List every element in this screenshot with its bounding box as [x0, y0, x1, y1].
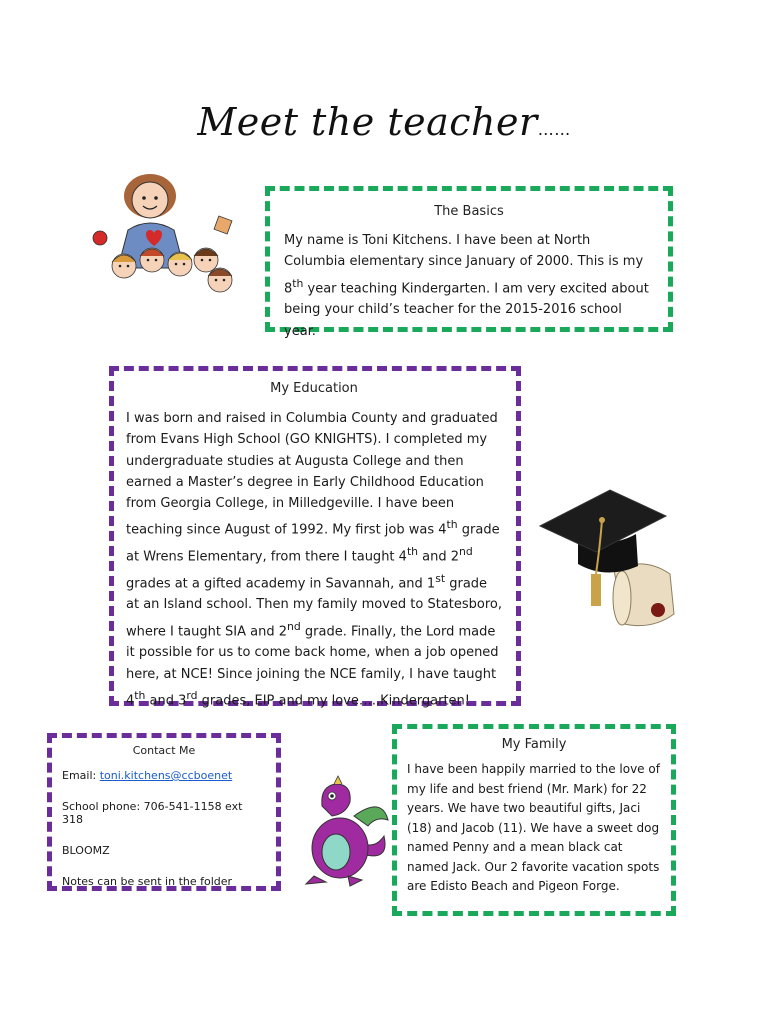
- contact-phone: School phone: 706-541-1158 ext 318: [62, 800, 243, 826]
- family-box: [392, 724, 676, 916]
- education-text: I was born and raised in Columbia County and graduated from Evans High School (GO KNIGHTS). I completed my undergraduate studies at Augusta College and then earned a Master’s degree in Early Childhood Education from Georgia College, in Milledgeville. I have been teaching since August of 1992. My first job was 4th grade at Wrens Elementary, from there I taught 4th and 2nd grades at a gifted academy in Savannah, and 1st grade at an Island school. Then my family moved to Statesboro, where I taught SIA and 2nd grade. Finally, the Lord made it possible for us to come back home, when a job opened here, at NCE! Since joining the NCE family, I have taught 4th and 3rd grades, EIP and my love…..Kindergarten!: [126, 411, 502, 709]
- teacher-kids-illustration: [88, 168, 248, 303]
- title-text: Meet the teacher: [197, 100, 538, 144]
- contact-heading: Contact Me: [132, 744, 196, 757]
- contact-notes: Notes can be sent in the folder: [62, 875, 233, 888]
- contact-box: [47, 733, 281, 891]
- education-box: [109, 366, 521, 709]
- page-title: [0, 100, 768, 144]
- contact-email-line: Email: toni.kitchens@ccboenet: [62, 769, 233, 782]
- basics-text: My name is Toni Kitchens. I have been at North Columbia elementary since January of 2000. This is my 8th year teaching Kindergarten. I am very excited about being your child’s teacher for the 2015-2016 school year.: [284, 233, 649, 339]
- family-heading: My Family: [501, 737, 567, 752]
- graduation-cap-illustration: [540, 486, 680, 636]
- dragon-illustration: [292, 776, 392, 888]
- basics-box: [265, 186, 673, 339]
- education-heading: My Education: [270, 381, 358, 396]
- title-dots: ……: [537, 120, 571, 139]
- basics-heading: The Basics: [434, 204, 504, 219]
- email-link[interactable]: toni.kitchens@ccboenet: [99, 769, 233, 782]
- family-text: I have been happily married to the love of my life and best friend (Mr. Mark) for 22 years. We have two beautiful gifts, Jaci (18) and Jacob (11). We have a sweet dog named Penny and a mean black cat named Jack. Our 2 favorite vacation spots are Edisto Beach and Pigeon Forge.: [407, 762, 660, 893]
- contact-app: BLOOMZ: [62, 844, 110, 857]
